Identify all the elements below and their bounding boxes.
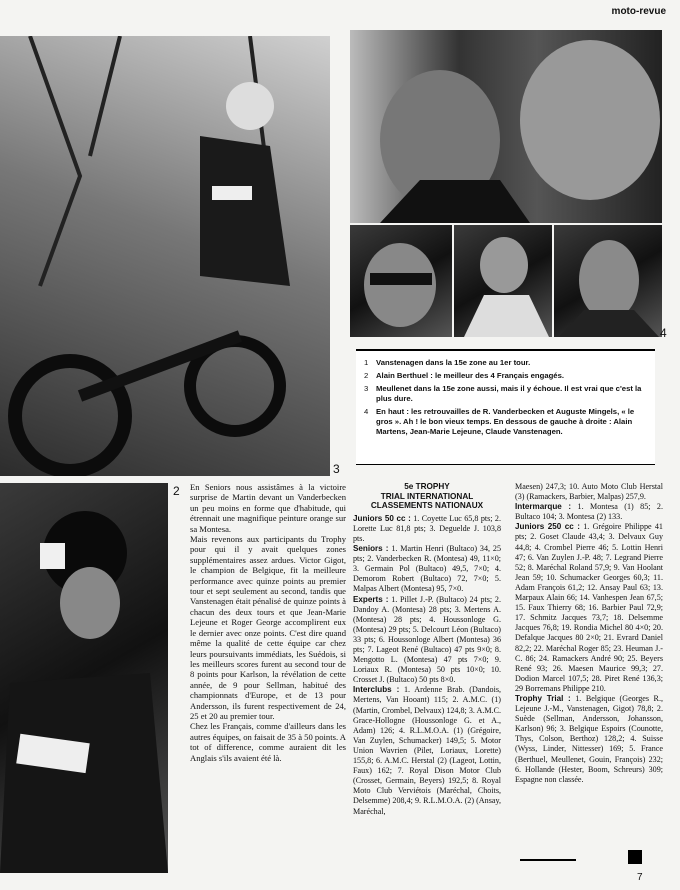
photo-lejeune-art (454, 225, 552, 337)
photo-vanderbecken-mingels (350, 30, 662, 223)
results-column-2 (515, 482, 663, 785)
results-entry: Interclubs : 1. Ardenne Brab. (Dandois, Mertens, Van Hooant) 115; 2. A.M.C. (1) (Martin, Crombel, Delvaux) 124,8; 3. A.M.C. Grace-Hollogne (Houssonloge G. et A., Adam) 126; 4. R.L.M.O.A. (1) (Grégoire, Van Zuylen, Schumacker) 149,5; 5. Motor Union Wavrien (Pilet, Loriaux, Lorette) 155,8; 6. A.M.C. Herstal (2) (Lageot, Lottin, Faux) 162; 7. Royal Dison Motor Club (Crosset, Germain, Beyers) 192,5; 8. Royal Moto Club Verviétois (Maréchal, Choits, Delsemme) 208,4; 9. R.L.M.O.A. (2) (Ansay, Maréchal, (353, 685, 501, 816)
end-rule (520, 859, 576, 861)
caption-item: 3 Meullenet dans la 15e zone aussi, mais il y échoue. Il est vrai que c'est la plus dure. (364, 384, 642, 403)
photo-rider-slope (0, 36, 330, 476)
results-title-1: 5e TROPHY (404, 482, 450, 491)
caption-item: 4 En haut : les retrouvailles de R. Vanderbecken et Auguste Mingels, « le gros ». Ah ! le bon vieux temps. En dessous de gauche à droite : Alain Martens, Jean-Marie Lejeune, Claude Vanstenagen. (364, 407, 635, 436)
photo-vanstenagen-art (554, 225, 662, 337)
results-column-1 (353, 482, 501, 817)
results-entry: Maesen) 247,3; 10. Auto Moto Club Herstal (3) (Ramackers, Barbier, Malpas) 257,9. (515, 482, 663, 502)
photo-reunion-art (350, 30, 662, 223)
article-column (190, 482, 346, 763)
magazine-logo-icon (628, 850, 642, 864)
photo-rider-slope-art (0, 36, 330, 476)
results-title-3: CLASSEMENTS NATIONAUX (370, 501, 484, 511)
results-entry: Experts : 1. Pillet J.-P. (Bultaco) 24 pts; 2. Dandoy A. (Montesa) 28 pts; 3. Mertens A. (Montesa) 28 pts; 4. Houssonloge G. (Montesa) 29 pts; 5. Delcourt Léon (Bultaco) 33 pts; 6. Houssonloge Albert (Montesa) 36 pts; 7. Lageot René (Bultaco) 47 pts 9×0; 8. Mengotto L. (Montesa) 47 pts 7×0; 9. Loriaux R. (Montesa) 50 pts 10×0; 10. Crosset J. (Bultaco) 50 pts 8×0. (353, 594, 501, 685)
photo-label-4: 4 (660, 326, 667, 340)
photo-label-2: 2 (173, 484, 180, 498)
results-entry: Juniors 50 cc : 1. Coyette Luc 65,8 pts; 2. Lorette Luc 81,8 pts; 3. Deguelde J. 103,8 pts. (353, 513, 501, 543)
magazine-header: moto-revue (611, 6, 666, 17)
caption-item: 1 Vanstenagen dans la 15e zone au 1er tour. (364, 358, 531, 367)
page-number: 7 (637, 872, 643, 883)
results-entry: Seniors : 1. Martin Henri (Bultaco) 34, 25 pts; 2. Vanderbecken R. (Montesa) 49, 11×0; 3. Germain Pol (Bultaco) 49,5, 7×0; 4. Demorom Robert (Bultaco) 72, 7×0; 5. Malpas Albert (Montesa) 95, 7×0. (353, 544, 501, 594)
photo-berthuel-art (0, 483, 168, 873)
photo-alain-berthuel (0, 483, 168, 873)
results-entry: Intermarque : 1. Montesa (1) 85; 2. Bultaco 104; 3. Montesa (2) 133. (515, 502, 663, 522)
results-title-2: TRIAL INTERNATIONAL (380, 491, 474, 501)
caption-item: 2 Alain Berthuel : le meilleur des 4 Français engagés. (364, 371, 564, 380)
article-paragraph: Mais revenons aux participants du Trophy pour qui il y avait quelques zones supplémentaires assez ardues. Victor Gigot, le champion de Belgique, fit la meilleure performance avec quinze points au premier tour et sept seulement au second, tandis que Vanstenagen était pénalisé de quinze points à chacun des deux tours et que Jean-Marie Lejeune et Roger George accomplirent eux le dernier avec onze points. C'est dire quand même la qualité de cette équipe car chez leurs poursuivants immédiats, les Suédois, si les meilleurs scores furent au second tour de 8 points pour Karlson, la révélation de cette année, de 9 pour Sellman, habitué des championnats d'Europe, et de 13 pour Andersson, ils furent respectivement de 24, 25 et 20 au premier tour. (190, 534, 346, 721)
photo-alain-martens (350, 225, 452, 337)
results-entry: Juniors 250 cc : 1. Grégoire Philippe 41 pts; 2. Goset Claude 43,4; 3. Delvaux Guy 44,8; 4. Crombel Pierre 46; 5. Lottin Henri 47; 6. Van Zuylen J.-P. 48; 7. Legrand Pierre 52; 8. Maréchal Roland 57,9; 9. Van Hoolant Jean 59; 10. Schumacker Georges 60,3; 11. Adam François 61,2; 12. Ansay Paul 63; 13. Marpaux Alain 66; 14. Vanhespen Jean 67,5; 15. Faux Thierry 68; 16. Barbier Paul 72,9; 17. Schmitz Jacques 73,7; 18. Delsemme Jacques 76,8; 19. Rondia Michel 80 4×0; 20. Defalque Jacques 80 2×0; 21. Evrard Daniel 82,2; 22. Maréchal Roger 85; 23. Heuman J.-C. 86; 24. Ramackers André 90; 25. Beyers René 93; 26. Maesen Maurice 99,3; 27. Dodion Marcel 107,5; 28. Piret René 136,3; 29 Borremans Philippe 210. (515, 522, 663, 693)
photo-claude-vanstenagen (554, 225, 662, 337)
article-paragraph: En Seniors nous assistâmes à la victoire surprise de Martin devant un Vanderbecken un peu moins en forme que d'habitude, qui étrennait une magnifique peinture orange sur sa Montesa. (190, 482, 346, 534)
article-paragraph: Chez les Français, comme d'ailleurs dans les autres équipes, on faisait de 35 à 50 points. A tot of difference, comme auraient dit les Anglais s'ils avaient été là. (190, 721, 346, 763)
results-entry: Trophy Trial : 1. Belgique (Georges R., Lejeune J.-M., Vanstenagen, Gigot) 78,8; 2. Suède (Sellman, Andersson, Johansson, Karlson) 96; 3. Belgique Espoirs (Counotte, Thys, Colson, Berthoz) 128,2; 4. Suisse (Wyss, Linder, Nittesser) 169; 5. France (Berthuel, Meullenet, Gouin, François) 232; 6. Hollande (Hester, Boom, Schreurs) 309; Espagne non classée. (515, 693, 663, 784)
photo-jean-marie-lejeune (454, 225, 552, 337)
photo-label-3: 3 (333, 462, 340, 476)
photo-martens-art (350, 225, 452, 337)
captions-box (356, 349, 655, 465)
